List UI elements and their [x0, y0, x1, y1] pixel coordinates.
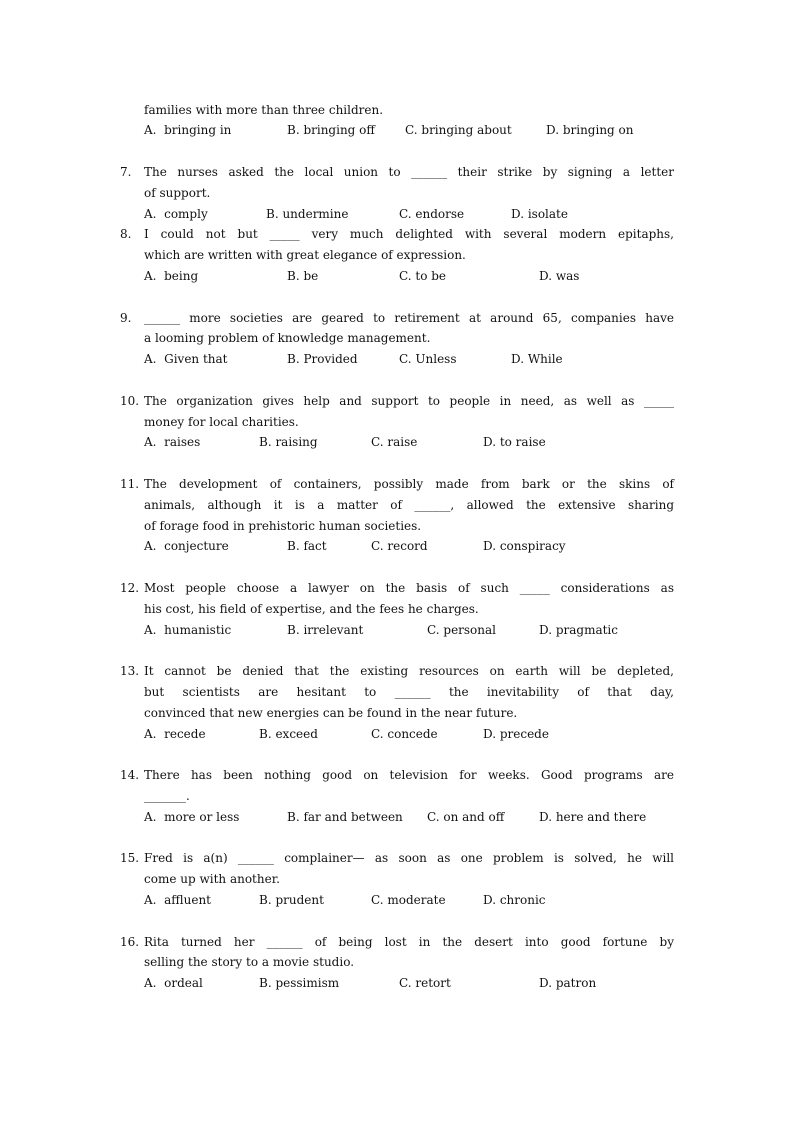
question-text-line: The nurses asked the local union to ______ their strike by signing a letter [144, 165, 674, 179]
option-c: C. raise [371, 435, 418, 449]
option-d: D. to raise [483, 435, 546, 449]
question-text-line: money for local charities. [144, 415, 299, 429]
question-text-line: which are written with great elegance of expression. [144, 248, 466, 262]
option-d: D. was [539, 269, 580, 283]
option-b: B. undermine [266, 207, 349, 221]
question-text-line: _______. [144, 789, 190, 803]
question-text-line: a looming problem of knowledge management. [144, 331, 431, 345]
question-text-line: families with more than three children. [144, 103, 384, 117]
option-a: A. raises [144, 435, 201, 449]
option-b: B. fact [287, 539, 327, 553]
option-c: C. bringing about [405, 123, 512, 137]
question-text-line: come up with another. [144, 872, 280, 886]
option-a: A. conjecture [144, 539, 229, 553]
question-number: 14. [120, 768, 140, 782]
question-text-line: animals, although it is a matter of ______, allowed the extensive sharing [144, 498, 674, 512]
option-b: B. Provided [287, 352, 358, 366]
option-a: A. bringing in [144, 123, 232, 137]
question-number: 10. [120, 394, 140, 408]
question-text-line: convinced that new energies can be found in the near future. [144, 706, 518, 720]
option-a: A. being [144, 269, 199, 283]
question-text-line: There has been nothing good on television for weeks. Good programs are [144, 768, 674, 782]
option-c: C. retort [399, 976, 451, 990]
option-d: D. While [511, 352, 563, 366]
question-number: 11. [120, 477, 140, 491]
option-b: B. irrelevant [287, 623, 364, 637]
question-text-line: ______ more societies are geared to retirement at around 65, companies have [144, 311, 674, 325]
option-d: D. bringing on [546, 123, 634, 137]
option-d: D. chronic [483, 893, 546, 907]
option-d: D. conspiracy [483, 539, 566, 553]
question-text-line: Rita turned her ______ of being lost in the desert into good fortune by [144, 935, 674, 949]
option-c: C. personal [427, 623, 497, 637]
option-a: A. recede [144, 727, 206, 741]
question-text-line: I could not but _____ very much delighted with several modern epitaphs, [144, 227, 674, 241]
question-number: 7. [120, 165, 132, 179]
option-d: D. patron [539, 976, 597, 990]
question-number: 12. [120, 581, 140, 595]
option-b: B. be [287, 269, 319, 283]
option-c: C. to be [399, 269, 447, 283]
option-c: C. concede [371, 727, 438, 741]
option-c: C. on and off [427, 810, 505, 824]
option-b: B. prudent [259, 893, 324, 907]
question-number: 16. [120, 935, 140, 949]
question-text-line: Most people choose a lawyer on the basis of such _____ considerations as [144, 581, 674, 595]
option-d: D. precede [483, 727, 549, 741]
option-d: D. isolate [511, 207, 568, 221]
option-b: B. raising [259, 435, 318, 449]
option-a: A. humanistic [144, 623, 232, 637]
question-text-line: his cost, his field of expertise, and the fees he charges. [144, 602, 479, 616]
question-text-line: of support. [144, 186, 211, 200]
question-text-line: of forage food in prehistoric human societies. [144, 519, 422, 533]
option-c: C. moderate [371, 893, 446, 907]
question-number: 8. [120, 227, 132, 241]
question-text-line: It cannot be denied that the existing resources on earth will be depleted, [144, 664, 674, 678]
question-number: 15. [120, 851, 140, 865]
question-number: 13. [120, 664, 140, 678]
question-text-line: The organization gives help and support to people in need, as well as _____ [144, 394, 674, 408]
option-a: A. Given that [144, 352, 228, 366]
option-a: A. ordeal [144, 976, 203, 990]
question-text-line: selling the story to a movie studio. [144, 955, 355, 969]
option-c: C. endorse [399, 207, 465, 221]
option-a: A. affluent [144, 893, 212, 907]
option-b: B. far and between [287, 810, 403, 824]
question-text-line: Fred is a(n) ______ complainer— as soon as one problem is solved, he will [144, 851, 674, 865]
question-text-line: The development of containers, possibly made from bark or the skins of [144, 477, 674, 491]
option-c: C. Unless [399, 352, 457, 366]
question-text-line: but scientists are hesitant to ______ the inevitability of that day, [144, 685, 674, 699]
option-d: D. pragmatic [539, 623, 618, 637]
option-b: B. bringing off [287, 123, 375, 137]
option-a: A. more or less [144, 810, 240, 824]
option-b: B. exceed [259, 727, 318, 741]
question-number: 9. [120, 311, 132, 325]
option-a: A. comply [144, 207, 208, 221]
option-b: B. pessimism [259, 976, 340, 990]
option-c: C. record [371, 539, 428, 553]
option-d: D. here and there [539, 810, 647, 824]
